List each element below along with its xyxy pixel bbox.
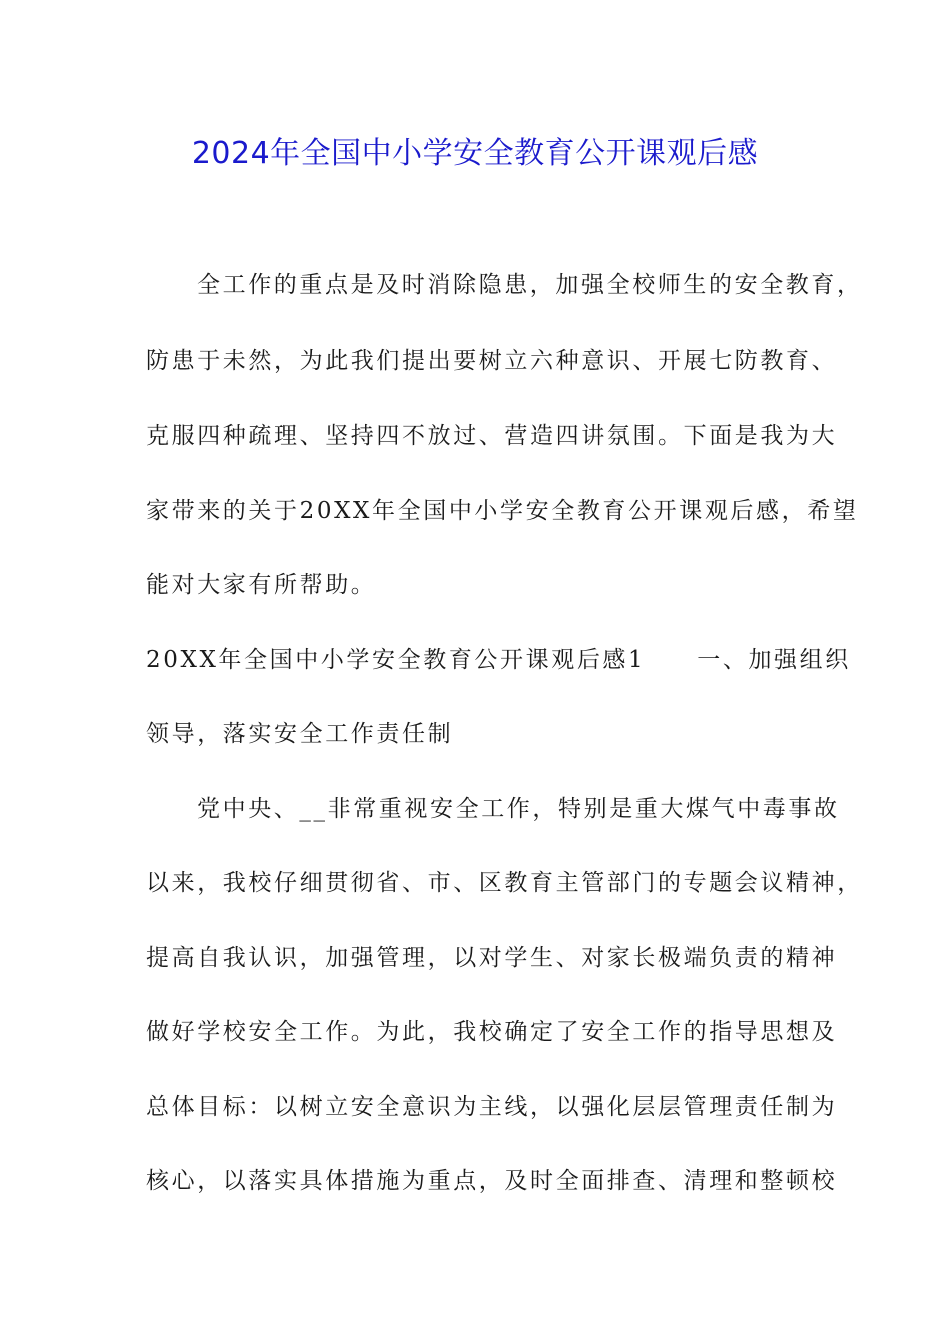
paragraph-line: 家带来的关于20XX年全国中小学安全教育公开课观后感，希望: [146, 498, 859, 524]
document-title: 2024年全国中小学安全教育公开课观后感: [191, 136, 759, 171]
paragraph-line: 克服四种疏理、坚持四不放过、营造四讲氛围。下面是我为大: [146, 423, 838, 449]
paragraph-line: 总体目标：以树立安全意识为主线，以强化层层管理责任制为: [146, 1094, 838, 1120]
subsection-heading: 一、加强组织: [697, 647, 851, 673]
paragraph-line: 核心，以落实具体措施为重点，及时全面排查、清理和整顿校: [146, 1168, 838, 1194]
paragraph-line: 防患于未然，为此我们提出要树立六种意识、开展七防教育、: [146, 348, 838, 374]
section-heading-line: [146, 643, 851, 677]
paragraph-line: 以来，我校仔细贯彻省、市、区教育主管部门的专题会议精神，: [146, 870, 863, 896]
paragraph-line: 做好学校安全工作。为此，我校确定了安全工作的指导思想及: [146, 1019, 838, 1045]
paragraph-line: 党中央、__非常重视安全工作，特别是重大煤气中毒事故: [197, 796, 840, 822]
paragraph-line: 能对大家有所帮助。: [146, 572, 377, 598]
section-heading: 20XX年全国中小学安全教育公开课观后感1: [146, 647, 646, 673]
paragraph-line: 提高自我认识，加强管理，以对学生、对家长极端负责的精神: [146, 945, 838, 971]
paragraph-line: 全工作的重点是及时消除隐患，加强全校师生的安全教育，: [197, 272, 863, 298]
subsection-heading-continued: 领导，落实安全工作责任制: [146, 721, 454, 747]
